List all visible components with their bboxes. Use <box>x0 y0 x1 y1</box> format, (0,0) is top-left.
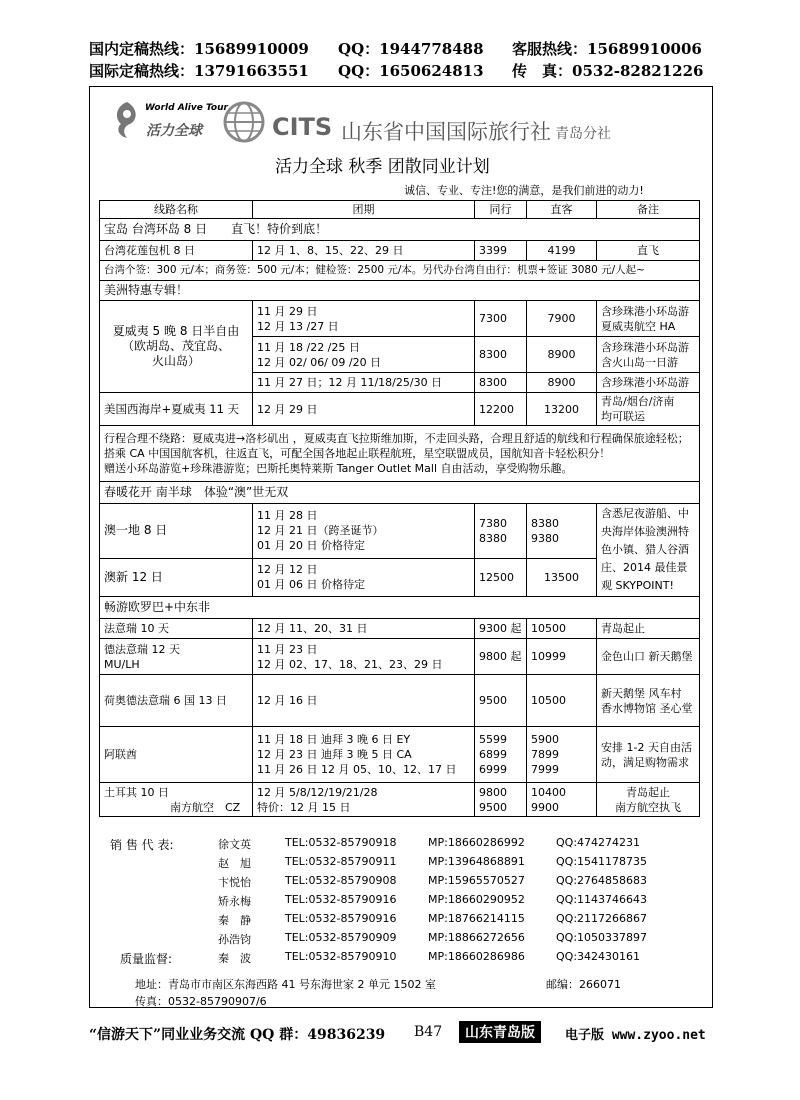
hotline-row-1 <box>89 38 309 59</box>
hotline-row-2: 国际定稿热线：13791663551 <box>89 62 309 80</box>
logo-text-en: World Alive Tour <box>145 103 228 113</box>
qq-number-1: 1944778488 <box>379 40 484 58</box>
company-name: 山东省中国国际旅行社 <box>341 120 551 144</box>
address: 地址：青岛市市南区东海西路 41 号东海世家 2 单元 1502 室 <box>135 978 436 991</box>
list-item: 孙浩钧 TEL:0532-85790909 MP:18866272656 QQ:1050337897 <box>218 931 648 946</box>
cits-logo-text: CITS <box>272 113 333 141</box>
table-row: 美国西海岸+夏威夷 11 天 12 月 29 日 12200 13200 青岛/烟台/济南 均可联运 <box>100 393 700 426</box>
sales-reps <box>110 836 700 969</box>
table-row: 台湾花莲包机 8 日 12 月 1、8、15、22、29 日 3399 4199 直飞 <box>100 241 700 261</box>
header-note: 备注 <box>597 201 700 219</box>
table-row: 土耳其 10 日 南方航空 CZ 12 月 5/8/12/19/21/28 特价：12 月 15 日 9800 9500 10400 9900 青岛起止 南方航空执飞 <box>100 783 700 817</box>
fax-line: 传 真：0532-82821226 <box>512 62 704 80</box>
service-hotline: 客服热线：15689910006 <box>512 40 702 58</box>
table-row: 德法意瑞 12 天 MU/LH 11 月 23 日 12 月 02、17、18、21、23、29 日 9800 起 10999 金色山口 新天鹅堡 <box>100 639 700 675</box>
itinerary-row: 行程合理不绕路：夏威夷进→洛杉矶出 ，夏威夷直飞拉斯维加斯，不走回头路，合理且舒适的航线和行程确保旅途轻松；搭乘 CA 中国国航客机，往返直飞，可配全国各地起止联程航班，星空联盟成员，国航知音卡轻松积分！ 赠送小环岛游览+珍珠港游览；巴斯托奥特莱斯 Tanger Outlet Mall 自由活动，享受购物乐趣。 <box>100 426 700 482</box>
supervision-label: 质量监督: <box>120 952 173 966</box>
page-number: B47 <box>414 1024 443 1040</box>
section-europe: 畅游欧罗巴+中东非 <box>100 597 700 619</box>
list-item: 质量监督: 秦 波 TEL:0532-85790910 MP:18660286986 QQ:342430161 <box>120 950 641 966</box>
tour-table <box>99 200 700 817</box>
edition-badge: 山东青岛版 <box>459 1021 541 1043</box>
list-item: 矫永梅 TEL:0532-85790916 MP:18660290952 QQ:1143746643 <box>218 893 648 908</box>
qq-2: QQ：1650624813 <box>338 62 484 80</box>
header-dates: 团期 <box>253 201 475 219</box>
fax-number: 0532-82821226 <box>572 62 704 80</box>
branch-name: 青岛分社 <box>555 126 611 142</box>
domestic-label: 国内定稿热线： <box>89 40 195 58</box>
domestic-number: 15689910009 <box>194 40 309 58</box>
section-taiwan: 宝岛 台湾环岛 8 日 直飞！特价到底！ <box>100 219 700 241</box>
table-row: 澳新 12 日 12 月 12 日 01 月 06 日 价格待定 12500 13500 <box>100 558 700 596</box>
table-row: 法意瑞 10 天 12 月 11、20、31 日 9300 起 10500 青岛起止 <box>100 619 700 639</box>
sales-label: 销 售 代 表: <box>110 838 174 852</box>
postcode: 邮编：266071 <box>546 978 621 991</box>
visa-row: 台湾个签：300 元/本；商务签：500 元/本；健检签：2500 元/本。另代办台湾自由行：机票+签证 3080 元/人起~ <box>100 261 700 281</box>
list-item: 销 售 代 表: 徐文英 TEL:0532-85790918 MP:18660286992 QQ:474274231 <box>110 836 641 852</box>
qq-group: “信游天下”同业业务交流 QQ 群：49836239 <box>89 1027 386 1043</box>
list-item: 赵 旭 TEL:0532-85790911 MP:13964868891 QQ:1541178735 <box>218 855 648 870</box>
table-header-row <box>100 201 700 219</box>
table-row: 阿联酋 11 月 18 日 迪拜 3 晚 6 日 EY 12 月 23 日 迪拜 3 晚 5 日 CA 11 月 26 日 12 月 05、10、12、17 日 5599 6899 6999 5900 7899 7999 安排 1-2 天自由活动，满足购物需求 <box>100 727 700 783</box>
table-row: 荷奥德法意瑞 6 国 13 日 12 月 16 日 9500 10500 新天鹅堡 风车村 香水博物馆 圣心堂 <box>100 675 700 727</box>
header-route: 线路名称 <box>100 201 253 219</box>
list-item: 卞悦怡 TEL:0532-85790908 MP:15965570527 QQ:2764858683 <box>218 874 648 889</box>
table-row: 澳一地 8 日 11 月 28 日 12 月 21 日（跨圣诞节） 01 月 20 日 价格待定 7380 8380 8380 9380 含悉尼夜游船、中央海岸体验澳洲特色小镇、猎人谷酒庄、2014 最佳景观 SKYPOINT! <box>100 504 700 559</box>
section-america: 美洲特惠专辑！ <box>100 281 700 301</box>
table-row: 11 月 27 日；12 月 11/18/25/30 日 8300 8900 含珍珠港小环岛游 <box>100 373 700 393</box>
office-fax: 传真：0532-85790907/6 <box>135 995 267 1008</box>
plan-title: 活力全球 秋季 团散同业计划 <box>275 157 490 177</box>
list-item: 秦 静 TEL:0532-85790916 MP:18766214115 QQ:2117266867 <box>218 912 648 927</box>
logo-text-cn: 活力全球 <box>146 123 202 139</box>
intl-number: 13791663551 <box>194 62 309 80</box>
table-row: 11 月 18 /22 /25 日 12 月 02/ 06/ 09 /20 日 8300 8900 含珍珠港小环岛游 含火山岛一日游 <box>100 337 700 373</box>
qq-number-2: 1650624813 <box>379 62 484 80</box>
service-number: 15689910006 <box>587 40 702 58</box>
section-australia: 春暖花开 南半球 体验“澳”世无双 <box>100 482 700 504</box>
header-direct: 直客 <box>527 201 597 219</box>
qq-1: QQ：1944778488 <box>338 40 484 58</box>
table-row: 夏威夷 5 晚 8 日半自由 （欧胡岛、茂宜岛、 火山岛） 11 月 29 日 12 月 13 /27 日 7300 7900 含珍珠港小环岛游 夏威夷航空 HA <box>100 301 700 337</box>
slogan: 诚信、专业、专注!您的满意，是我们前进的动力! <box>404 184 644 197</box>
header-peer: 同行 <box>475 201 527 219</box>
web-link[interactable]: 电子版 www.zyoo.net <box>565 1028 706 1043</box>
cits-globe-icon <box>222 100 266 144</box>
tribal-logo-icon <box>112 100 142 140</box>
